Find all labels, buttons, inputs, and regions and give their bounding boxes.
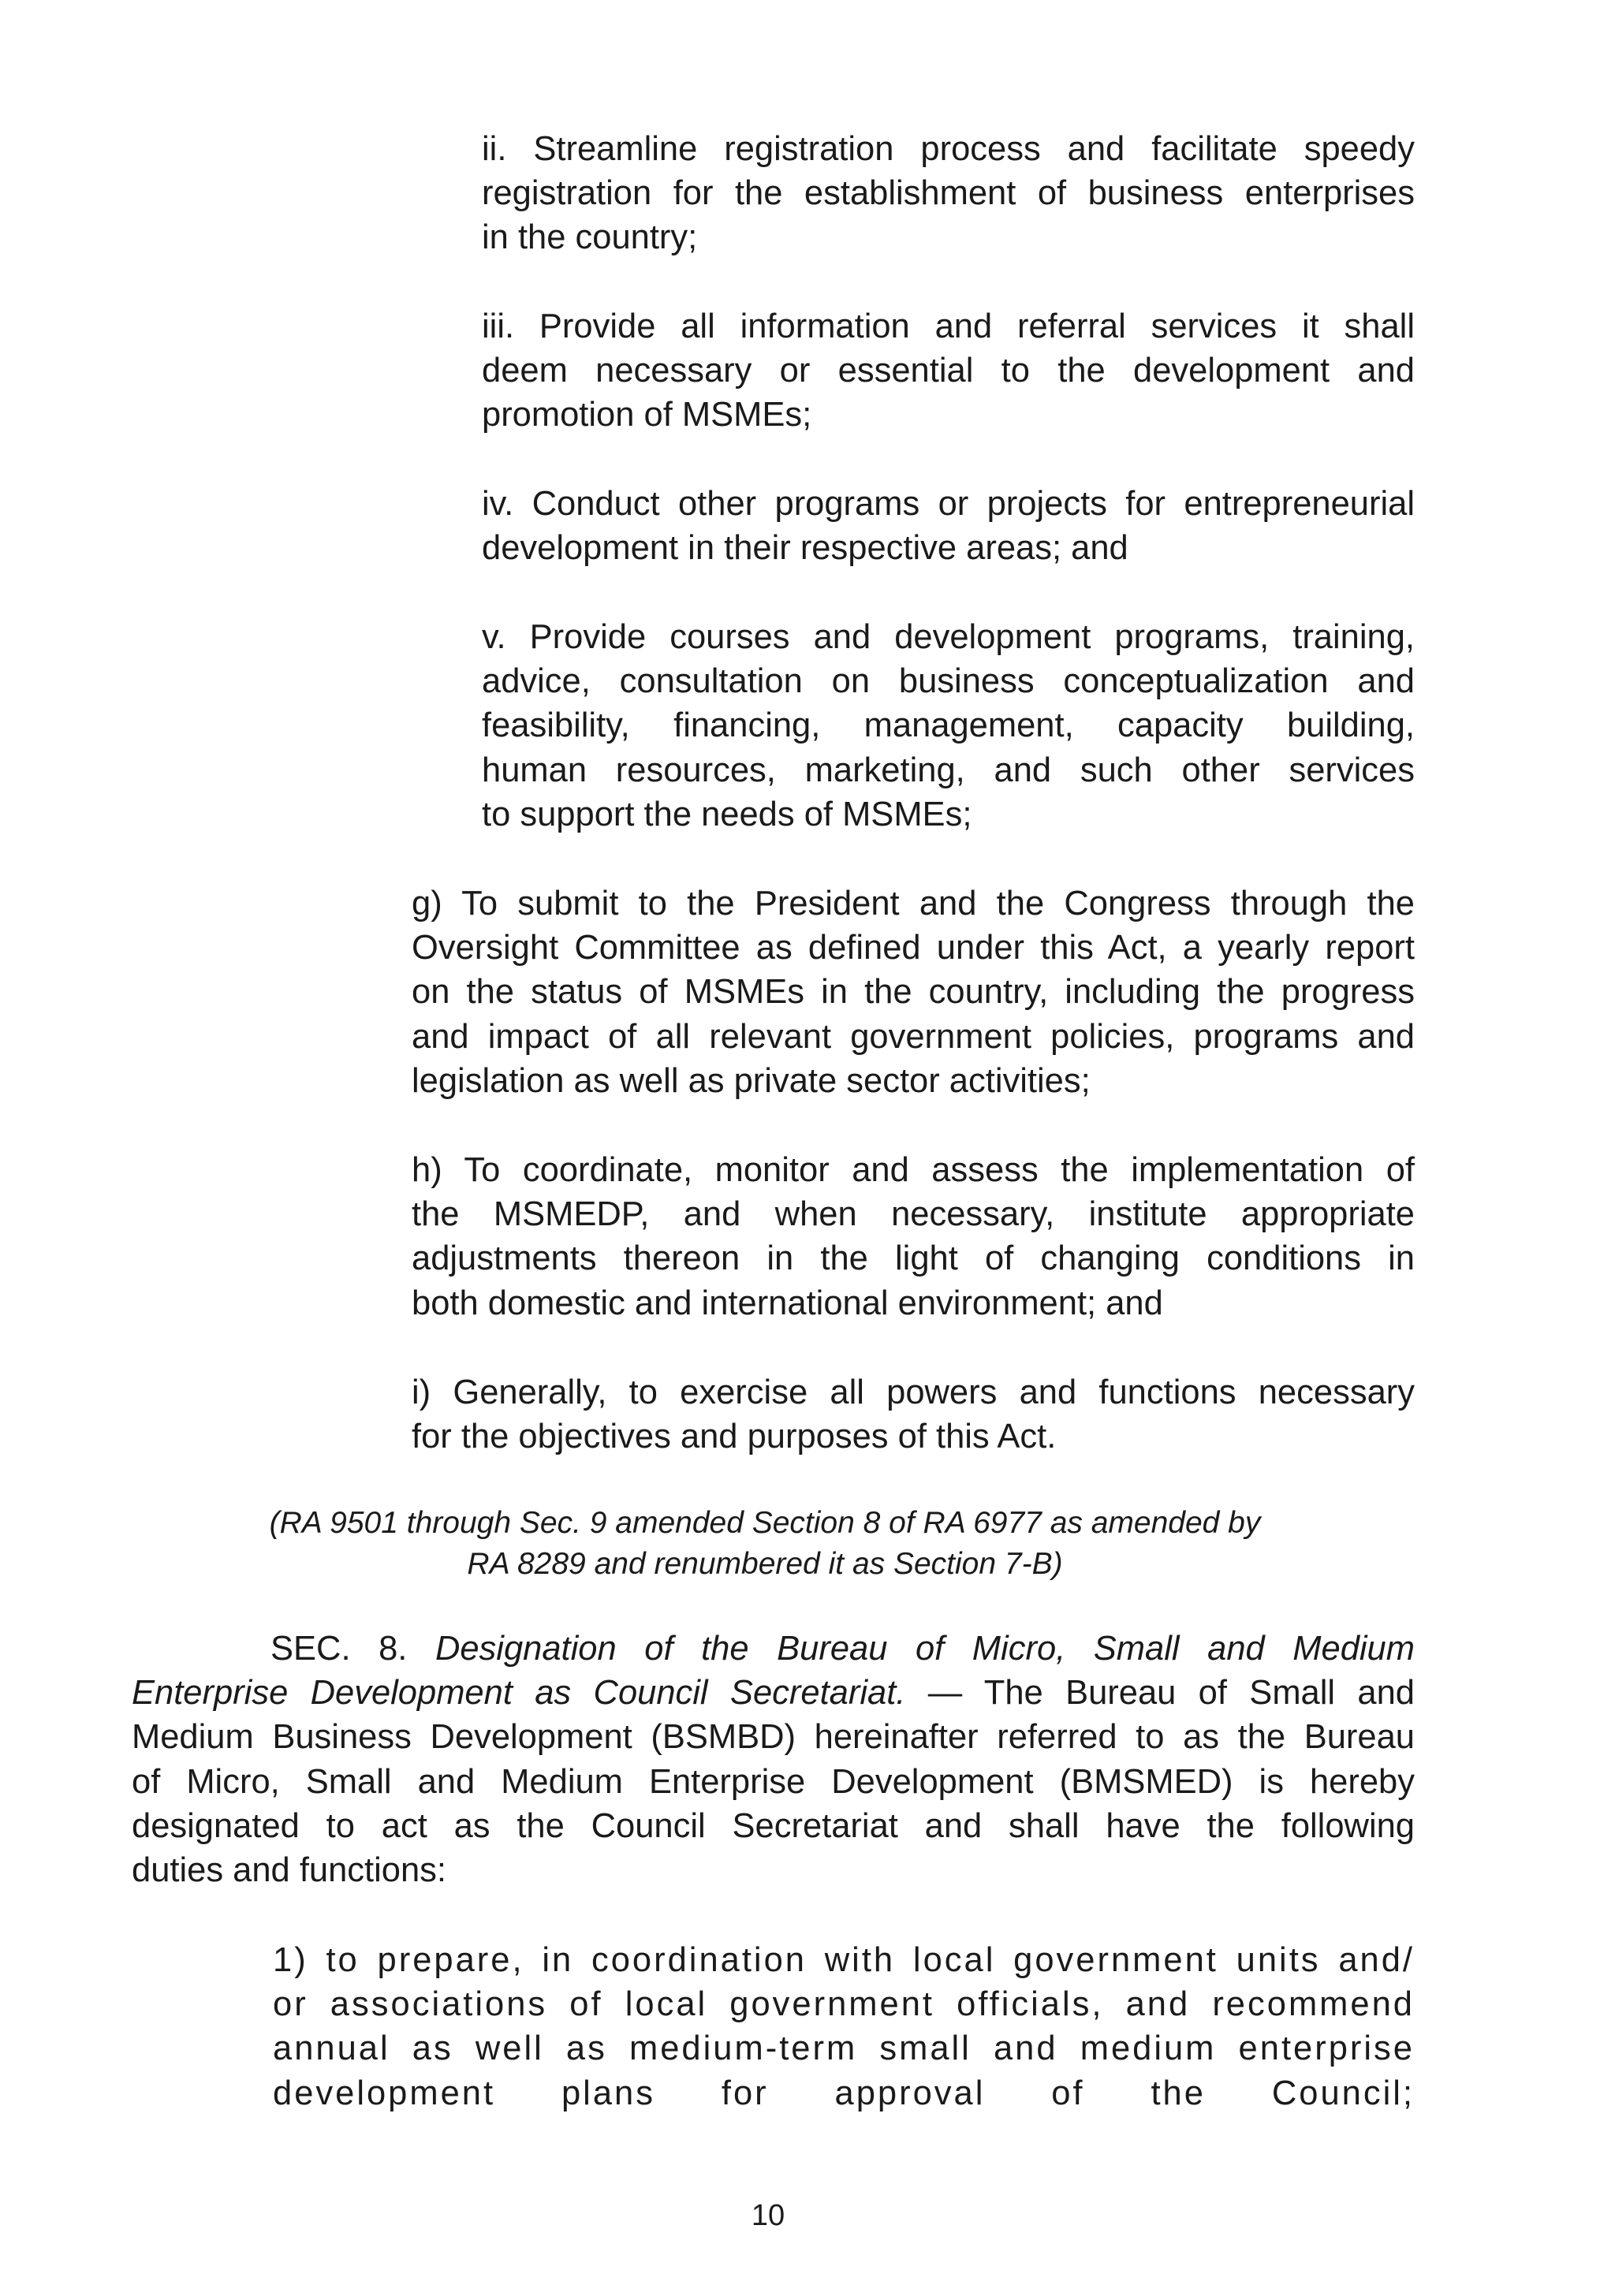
text-line: the MSMEDP, and when necessary, institute appropriate (412, 1195, 1415, 1234)
section-title-part1: Designation of the Bureau of Micro, Small and Medium (435, 1630, 1415, 1668)
text-line: iii. Provide all information and referral services it shall (482, 308, 1415, 345)
item-iv (482, 482, 1415, 570)
text-line: designated to act as the Council Secretariat and shall have the following (132, 1806, 1415, 1845)
text-line: registration for the establishment of business enterprises (482, 174, 1415, 213)
text-line: both domestic and international environment; and (412, 1284, 1163, 1322)
section-number: SEC. 8. (270, 1630, 408, 1668)
text-line: in the country; (482, 218, 698, 257)
amendment-note (0, 1503, 1530, 1585)
text-line: ii. Streamline registration process and facilitate speedy (482, 130, 1415, 168)
text-line: 1) to prepare, in coordination with local government units and/ (273, 1941, 1415, 1979)
section-heading-line (132, 1627, 1415, 1671)
duty-1 (273, 1938, 1415, 2115)
section-body-part1: — The Bureau of Small and (927, 1674, 1415, 1713)
section-title-line (132, 1671, 1415, 1715)
text-line: duties and functions: (132, 1851, 447, 1890)
text-line: iv. Conduct other programs or projects for entrepreneurial (482, 485, 1415, 523)
text-line: Medium Business Development (BSMBD) hereinafter referred to as the Bureau (132, 1718, 1415, 1757)
text-line: deem necessary or essential to the development and (482, 352, 1415, 390)
text-line: and impact of all relevant government policies, programs and (412, 1017, 1415, 1056)
text-line: h) To coordinate, monitor and assess the implementation of (412, 1151, 1415, 1189)
text-line: annual as well as medium-term small and medium enterprise (273, 2030, 1415, 2068)
page-number: 10 (751, 2199, 785, 2232)
text-line: g) To submit to the President and the Congress through the (412, 885, 1415, 922)
note-line-1: (RA 9501 through Sec. 9 amended Section 8 of RA 6977 as amended by (269, 1506, 1261, 1540)
section-title-part2: Enterprise Development as Council Secretariat. (132, 1674, 906, 1713)
text-line: promotion of MSMEs; (482, 396, 812, 434)
item-iii (482, 304, 1415, 438)
text-line: of Micro, Small and Medium Enterprise Development (BMSMED) is hereby (132, 1762, 1415, 1801)
section-8 (132, 1627, 1415, 1892)
item-v (482, 615, 1415, 837)
item-h (412, 1148, 1415, 1325)
text-line: on the status of MSMEs in the country, including the progress (412, 973, 1415, 1012)
note-line-2: RA 8289 and renumbered it as Section 7-B) (467, 1547, 1063, 1581)
text-line: feasibility, financing, management, capacity building, (482, 706, 1415, 745)
text-line: human resources, marketing, and such other services (482, 751, 1415, 789)
text-line: to support the needs of MSMEs; (482, 795, 972, 833)
item-ii (482, 127, 1415, 260)
item-i (412, 1370, 1415, 1459)
text-line: or associations of local government officials, and recommend (273, 1985, 1415, 2024)
text-line: advice, consultation on business conceptualization and (482, 662, 1415, 701)
text-line: development in their respective areas; and (482, 529, 1128, 568)
item-g (412, 882, 1415, 1103)
text-line: v. Provide courses and development programs, training, (482, 618, 1415, 656)
text-line: legislation as well as private sector activities; (412, 1061, 1091, 1100)
text-line: adjustments thereon in the light of changing conditions in (412, 1239, 1415, 1278)
text-line: i) Generally, to exercise all powers and functions necessary (412, 1374, 1415, 1411)
text-line: for the objectives and purposes of this Act. (412, 1418, 1057, 1456)
text-line: Oversight Committee as defined under this Act, a yearly report (412, 929, 1415, 967)
text-line: development plans for approval of the Council; (273, 2074, 1415, 2112)
